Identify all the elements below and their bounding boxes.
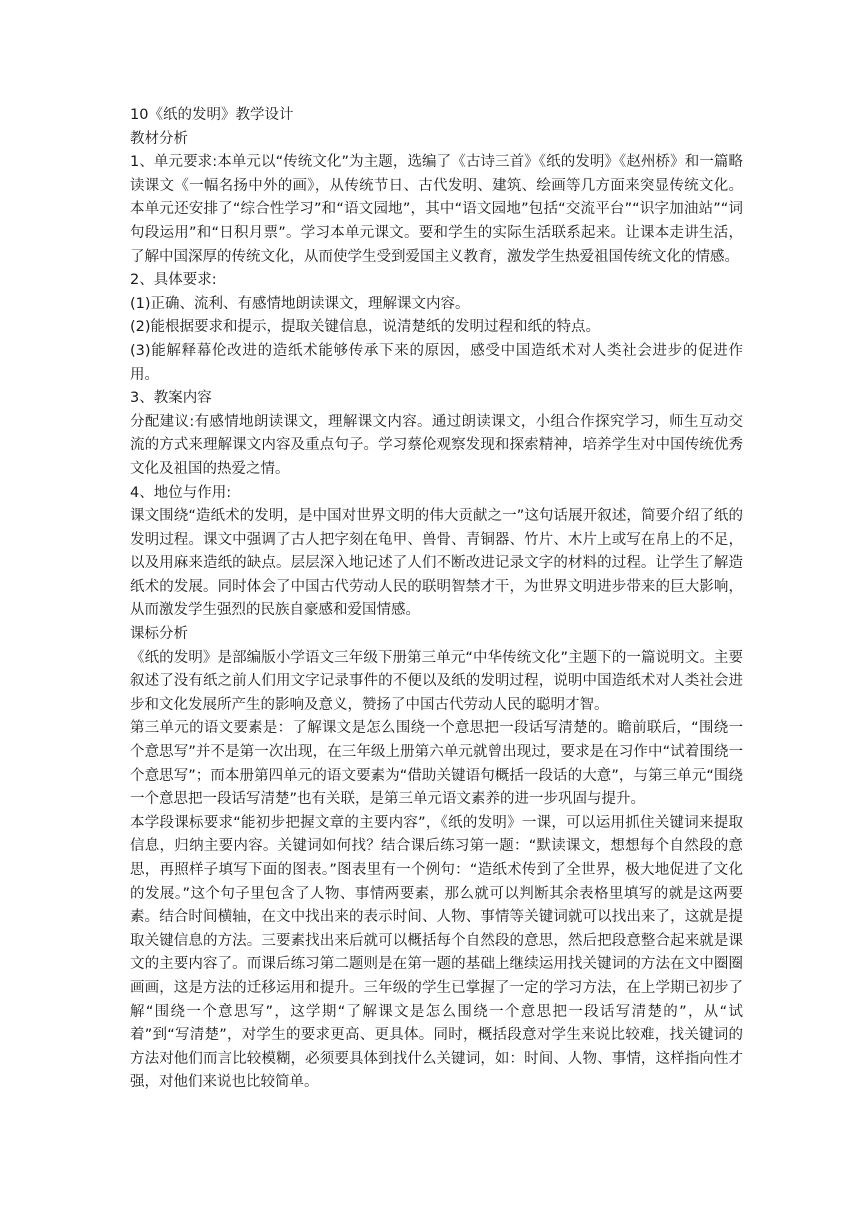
- list-item: (2)能根据要求和提示，提取关键信息，说清楚纸的发明过程和纸的特点。: [130, 319, 601, 336]
- paragraph: 4、地位与作用:: [130, 484, 232, 501]
- paragraph: 本学段课标要求“能初步把握文章的主要内容”，《纸的发明》一课，可以运用抓住关键词来提取信息，归纳主要内容。关键词如何找？结合课后练习第一题：“默读课文，想想每个自然段的意思，再照样子填写下面的图表。”图表里有一个例句：“造纸术传到了全世界，极大地促进了文化的发展。”这个句子里包含了人物、事情两要素，那么就可以判断其余表格里填写的就是这两要素。结合时间横轴，在文中找出来的表示时间、人物、事情等关键词就可以找出来了，这就是提取关键信息的方法。三要素找出来后就可以概括每个自然段的意思，然后把段意整合起来就是课文的主要内容了。而课后练习第二题则是在第一题的基础上继续运用找关键词的方法在文中圈圈画画，这是方法的迁移运用和提升。三年级的学生已掌握了一定的学习方法，在上学期已初步了解“围绕一个意思写”，这学期“了解课文是怎么围绕一个意思把一段话写清楚的”，从“试着”到“写清楚”，对学生的要求更高、更具体。同时，概括段意对学生来说比较难，找关键词的方法对他们而言比较模糊，必须要具体到找什么关键词，如：时间、人物、事情，这样指向性才强，对他们来说也比较简单。: [130, 814, 743, 1091]
- section-heading: 课标分析: [130, 626, 188, 643]
- paragraph: 1、单元要求:本单元以“传统文化”为主题，选编了《古诗三首》《纸的发明》《赵州桥》和一篇略读课文《一幅名扬中外的画》，从传统节日、古代发明、建筑、绘画等几方面来突显传统文化。本单元还安排了“综合性学习”和“语文园地”，其中“语文园地”包括“交流平台”“识字加油站”“词句段运用”和“日积月票”。学习本单元课文。要和学生的实际生活联系起来。让课本走讲生活，了解中国深厚的传统文化，从而使学生受到爱国主义教育，激发学生热爱祖国传统文化的情感。: [130, 154, 743, 265]
- document-page: [130, 104, 743, 1095]
- paragraph: 分配建议:有感情地朗读课文，理解课文内容。通过朗读课文，小组合作探究学习，师生互动交流的方式来理解课文内容及重点句子。学习蔡伦观察发现和探索精神，培养学生对中国传统优秀文化及祖国的热爱之情。: [130, 413, 743, 477]
- paragraph: 《纸的发明》是部编版小学语文三年级下册第三单元“中华传统文化”主题下的一篇说明文。主要叙述了没有纸之前人们用文字记录事件的不便以及纸的发明过程，说明中国造纸术对人类社会进步和文化发展所产生的影响及意义，赞扬了中国古代劳动人民的聪明才智。: [130, 649, 743, 713]
- list-item: (1)正确、流利、有感情地朗读课文，理解课文内容。: [130, 295, 470, 312]
- list-item: (3)能解释幕伦改进的造纸术能够传承下来的原因，感受中国造纸术对人类社会进步的促进作用。: [130, 342, 743, 383]
- document-title: 10《纸的发明》教学设计: [130, 107, 294, 123]
- section-heading: 教材分析: [130, 130, 188, 147]
- paragraph: 2、具体要求:: [130, 272, 217, 289]
- paragraph: 3、教案内容: [130, 390, 212, 407]
- paragraph: 第三单元的语文要素是：了解课文是怎么围绕一个意思把一段话写清楚的。瞻前联后，“围绕一个意思写”并不是第一次出现，在三年级上册第六单元就曾出现过，要求是在习作中“试着围绕一个意思写”；而本册第四单元的语文要素为“借助关键语句概括一段话的大意”，与第三单元“围绕一个意思把一段话写清楚”也有关联，是第三单元语文素养的进一步巩固与提升。: [130, 720, 743, 808]
- paragraph: 课文围绕“造纸术的发明，是中国对世界文明的伟大贡献之一”这句话展开叙述，简要介绍了纸的发明过程。课文中强调了古人把字刻在龟甲、兽骨、青铜器、竹片、木片上或写在帛上的不足，以及用麻来造纸的缺点。层层深入地记述了人们不断改进记录文字的材料的过程。让学生了解造纸术的发展。同时体会了中国古代劳动人民的联明智禁才干，为世界文明进步带来的巨大影响，从而激发学生强烈的民族自豪感和爱国情感。: [130, 508, 743, 619]
